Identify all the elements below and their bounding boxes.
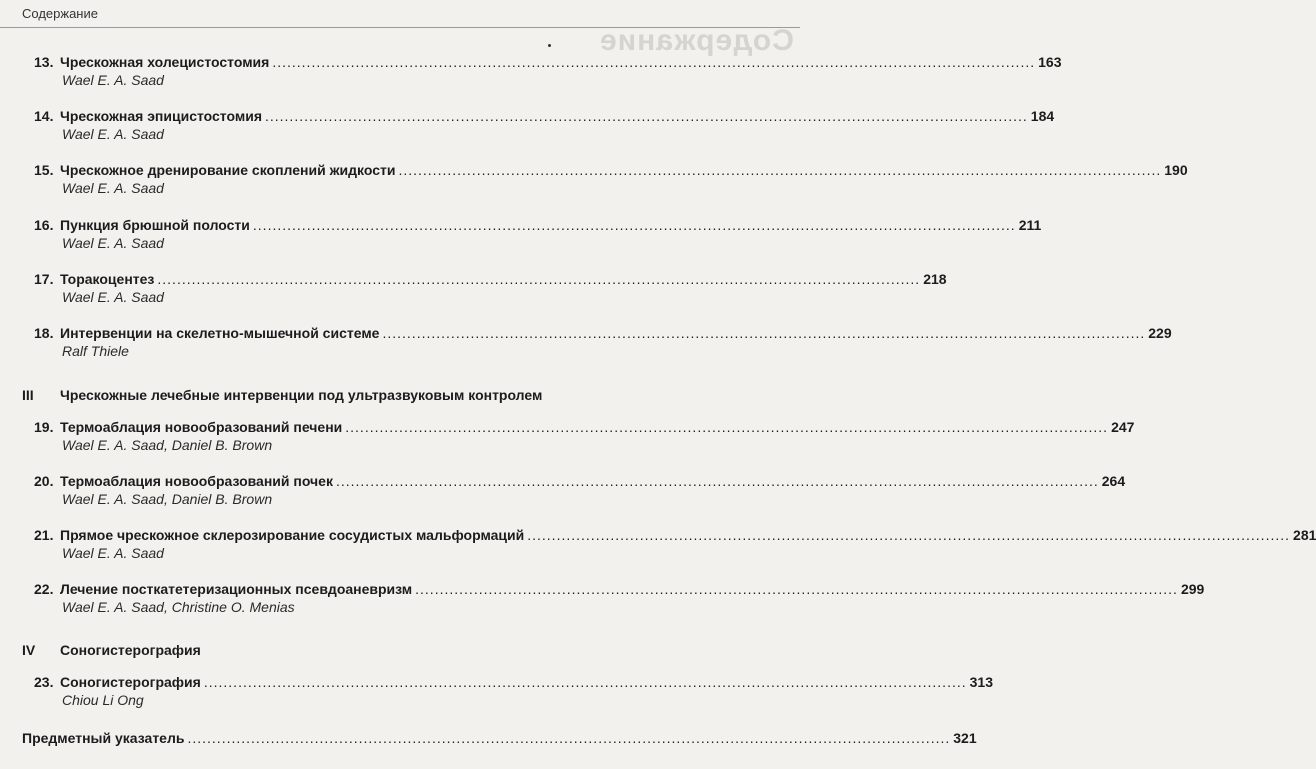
toc-entry-13[interactable] bbox=[34, 53, 1062, 89]
entry-number: 19. bbox=[34, 419, 54, 435]
leader-dots: ............................................................................................................................................................ bbox=[527, 527, 1291, 543]
leader-dots: ............................................................................................................................................................ bbox=[252, 217, 1016, 233]
leader-dots: ............................................................................................................................................................ bbox=[415, 581, 1178, 597]
entry-number: 18. bbox=[34, 325, 54, 341]
entry-page: 163 bbox=[1038, 54, 1062, 70]
leader-dots: ............................................................................................................................................................ bbox=[157, 271, 921, 287]
entry-number: 14. bbox=[34, 108, 54, 124]
entry-authors: Wael E. A. Saad bbox=[62, 545, 164, 561]
running-head: Содержание bbox=[22, 6, 98, 21]
entry-authors: Wael E. A. Saad, Daniel B. Brown bbox=[62, 437, 273, 453]
part-title: Чрескожные лечебные интервенции под ультразвуковым контролем bbox=[60, 387, 543, 403]
toc-entry-19[interactable] bbox=[34, 418, 1135, 454]
part-heading-iv[interactable] bbox=[22, 641, 762, 659]
leader-dots: ............................................................................................................................................................ bbox=[335, 473, 1099, 489]
toc-entry-18[interactable] bbox=[34, 324, 1172, 360]
entry-page: 264 bbox=[1101, 473, 1126, 489]
leader-dots: ............................................................................................................................................................ bbox=[187, 730, 951, 746]
entry-page: 218 bbox=[923, 271, 947, 287]
entry-page: 247 bbox=[1111, 419, 1135, 435]
entry-authors: Wael E. A. Saad bbox=[62, 235, 164, 251]
entry-number: 23. bbox=[34, 674, 54, 690]
leader-dots: ............................................................................................................................................................ bbox=[203, 674, 967, 690]
part-number: IV bbox=[22, 642, 36, 658]
entry-number: 21. bbox=[34, 527, 54, 543]
entry-title: Интервенции на скелетно-мышечной системе bbox=[60, 325, 380, 341]
toc-entry-23[interactable] bbox=[34, 673, 993, 709]
entry-number: 22. bbox=[34, 581, 54, 597]
part-heading-iii[interactable] bbox=[22, 386, 762, 404]
entry-page: 313 bbox=[969, 674, 993, 690]
leader-dots: ............................................................................................................................................................ bbox=[398, 162, 1162, 178]
leader-dots: ............................................................................................................................................................ bbox=[264, 108, 1028, 124]
entry-title: Торакоцентез bbox=[60, 271, 155, 287]
toc-entry-17[interactable] bbox=[34, 270, 947, 306]
toc-entry-22[interactable] bbox=[34, 580, 1205, 616]
entry-title: Соногистерография bbox=[60, 674, 201, 690]
toc-entry-15[interactable] bbox=[34, 161, 1188, 197]
toc-entry-16[interactable] bbox=[34, 216, 1042, 252]
toc-entry-20[interactable] bbox=[34, 472, 1126, 508]
entry-title: Прямое чрескожное склерозирование сосудистых мальформаций bbox=[60, 527, 525, 543]
entry-page: 190 bbox=[1164, 162, 1188, 178]
entry-page: 299 bbox=[1180, 581, 1205, 597]
entry-page: 229 bbox=[1148, 325, 1172, 341]
toc-entry-index[interactable] bbox=[22, 729, 977, 747]
entry-title: Лечение посткатетеризационных псевдоаневризм bbox=[60, 581, 413, 597]
entry-authors: Wael E. A. Saad bbox=[62, 72, 164, 88]
entry-authors: Wael E. A. Saad, Daniel B. Brown bbox=[62, 491, 273, 507]
leader-dots: ............................................................................................................................................................ bbox=[272, 54, 1036, 70]
entry-page: 211 bbox=[1018, 217, 1042, 233]
entry-number: 17. bbox=[34, 271, 54, 287]
entry-page: 281 bbox=[1293, 527, 1316, 543]
toc-entry-21[interactable] bbox=[34, 526, 1316, 562]
entry-title: Пункция брюшной полости bbox=[60, 217, 250, 233]
entry-authors: Ralf Thiele bbox=[62, 343, 129, 359]
entry-title: Чрескожное дренирование скоплений жидкости bbox=[60, 162, 396, 178]
entry-authors: Wael E. A. Saad, Christine O. Menias bbox=[62, 599, 295, 615]
entry-authors: Wael E. A. Saad bbox=[62, 180, 164, 196]
entry-number: 16. bbox=[34, 217, 54, 233]
toc-entry-14[interactable] bbox=[34, 107, 1055, 143]
ink-dot bbox=[548, 44, 551, 47]
index-title: Предметный указатель bbox=[22, 730, 185, 746]
entry-authors: Wael E. A. Saad bbox=[62, 126, 164, 142]
index-page: 321 bbox=[953, 730, 977, 746]
entry-number: 15. bbox=[34, 162, 54, 178]
part-title: Соногистерография bbox=[60, 642, 201, 658]
entry-title: Чрескожная холецистостомия bbox=[60, 54, 270, 70]
bleed-through-text: Содержание bbox=[599, 24, 794, 57]
entry-authors: Chiou Li Ong bbox=[62, 692, 144, 708]
entry-page: 184 bbox=[1030, 108, 1055, 124]
entry-number: 20. bbox=[34, 473, 54, 489]
leader-dots: ............................................................................................................................................................ bbox=[345, 419, 1109, 435]
part-number: III bbox=[22, 387, 34, 403]
entry-title: Термоаблация новообразований почек bbox=[60, 473, 333, 489]
entry-title: Термоаблация новообразований печени bbox=[60, 419, 343, 435]
leader-dots: ............................................................................................................................................................ bbox=[382, 325, 1146, 341]
entry-number: 13. bbox=[34, 54, 54, 70]
entry-title: Чрескожная эпицистостомия bbox=[60, 108, 262, 124]
entry-authors: Wael E. A. Saad bbox=[62, 289, 164, 305]
